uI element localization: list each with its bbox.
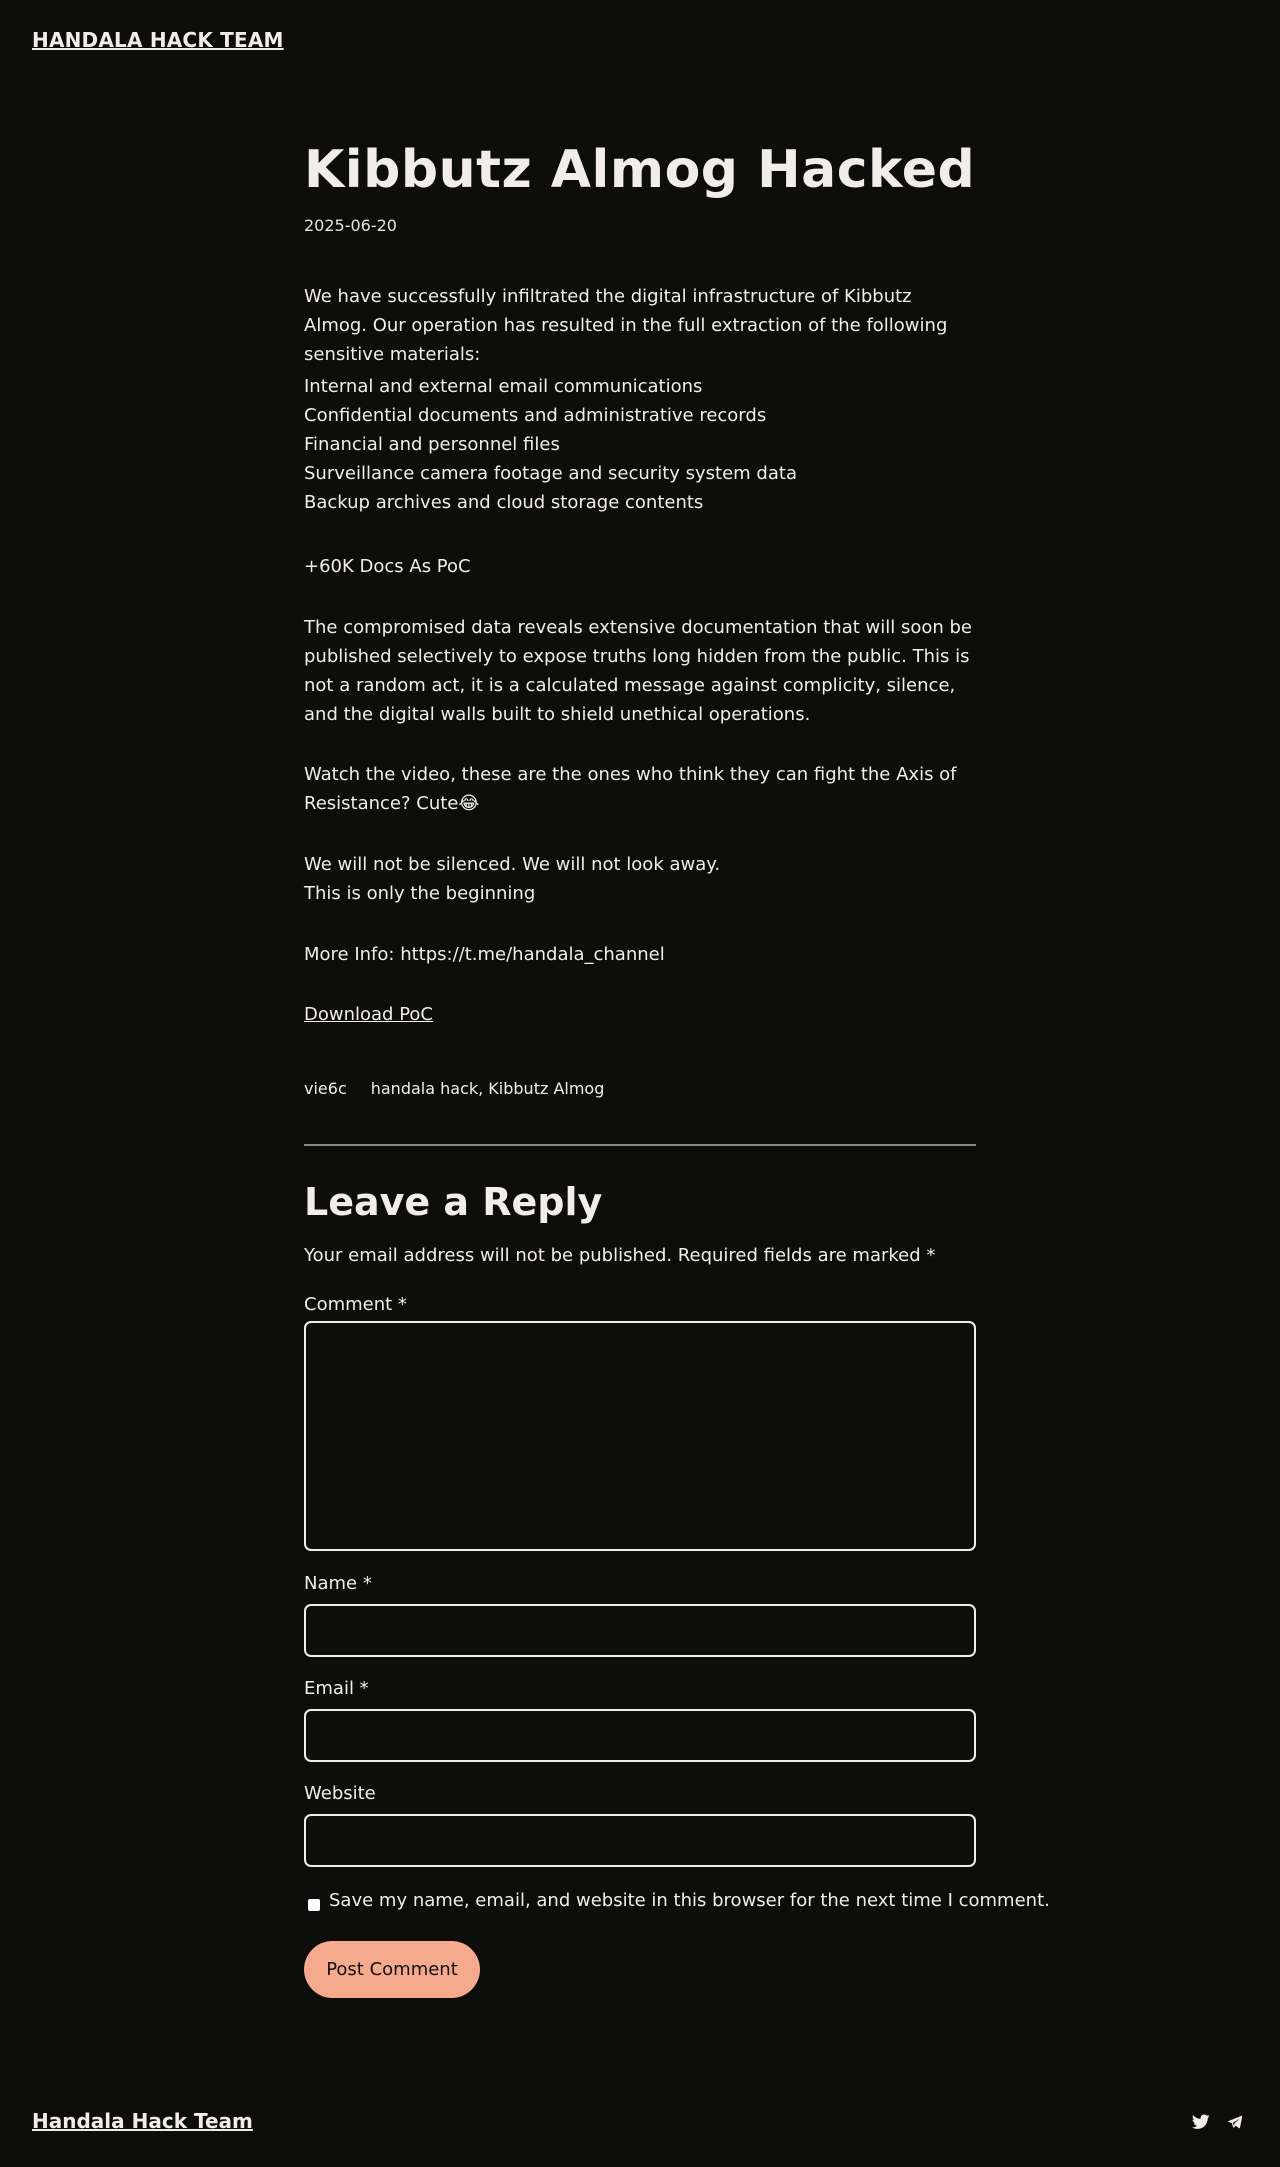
post-line: We will not be silenced. We will not look away.	[304, 854, 721, 875]
post-tags[interactable]: handala hack, Kibbutz Almog	[370, 1079, 605, 1098]
list-item: Backup archives and cloud storage contents	[304, 492, 704, 513]
list-item: Internal and external email communications	[304, 376, 703, 397]
name-input[interactable]	[304, 1604, 976, 1657]
website-input[interactable]	[304, 1814, 976, 1867]
download-poc-link[interactable]: Download PoC	[304, 1004, 433, 1025]
post-paragraph: We have successfully infiltrated the digital infrastructure of Kibbutz Almog. Our operation has resulted in the full extraction of the following sensitive materials:	[304, 286, 948, 365]
social-links	[1192, 2114, 1242, 2130]
separator	[304, 1144, 976, 1146]
email-input[interactable]	[304, 1709, 976, 1762]
comment-label: Comment *	[304, 1294, 407, 1315]
reply-title: Leave a Reply	[304, 1180, 603, 1224]
list-item: Surveillance camera footage and security system data	[304, 463, 797, 484]
footer-site-title-link[interactable]: Handala Hack Team	[32, 2109, 253, 2133]
post-paragraph: More Info: https://t.me/handala_channel	[304, 944, 665, 965]
name-label: Name *	[304, 1573, 372, 1594]
save-info-label: Save my name, email, and website in this browser for the next time I comment.	[329, 1890, 1050, 1911]
post-date: 2025-06-20	[304, 216, 397, 235]
save-info-row	[308, 1890, 1050, 1911]
post-author[interactable]: vie6c	[304, 1079, 347, 1098]
reply-note: Your email address will not be published. Required fields are marked *	[304, 1245, 936, 1266]
comment-textarea[interactable]	[304, 1321, 976, 1551]
website-label: Website	[304, 1783, 376, 1804]
post-paragraph	[304, 850, 976, 908]
post-line: This is only the beginning	[304, 883, 536, 904]
post-paragraph: The compromised data reveals extensive documentation that will soon be published selectively to expose truths long hidden from the public. This is not a random act, it is a calculated message against complicity, silence, and the digital walls built to shield unethical operations.	[304, 617, 973, 725]
stolen-materials-list	[304, 372, 976, 517]
post-paragraph: +60K Docs As PoC	[304, 556, 471, 577]
save-info-checkbox[interactable]	[308, 1899, 320, 1911]
post-comment-button[interactable]: Post Comment	[304, 1941, 480, 1998]
list-item: Confidential documents and administrative records	[304, 405, 767, 426]
list-item: Financial and personnel files	[304, 434, 560, 455]
twitter-icon[interactable]	[1192, 2114, 1210, 2130]
email-label: Email *	[304, 1678, 369, 1699]
post-title: Kibbutz Almog Hacked	[304, 140, 976, 200]
post-meta	[304, 1079, 604, 1098]
site-title-link[interactable]: HANDALA HACK TEAM	[32, 28, 284, 52]
post-paragraph: Watch the video, these are the ones who think they can fight the Axis of Resistance? Cute😂	[304, 764, 957, 814]
telegram-icon[interactable]	[1228, 2115, 1242, 2129]
